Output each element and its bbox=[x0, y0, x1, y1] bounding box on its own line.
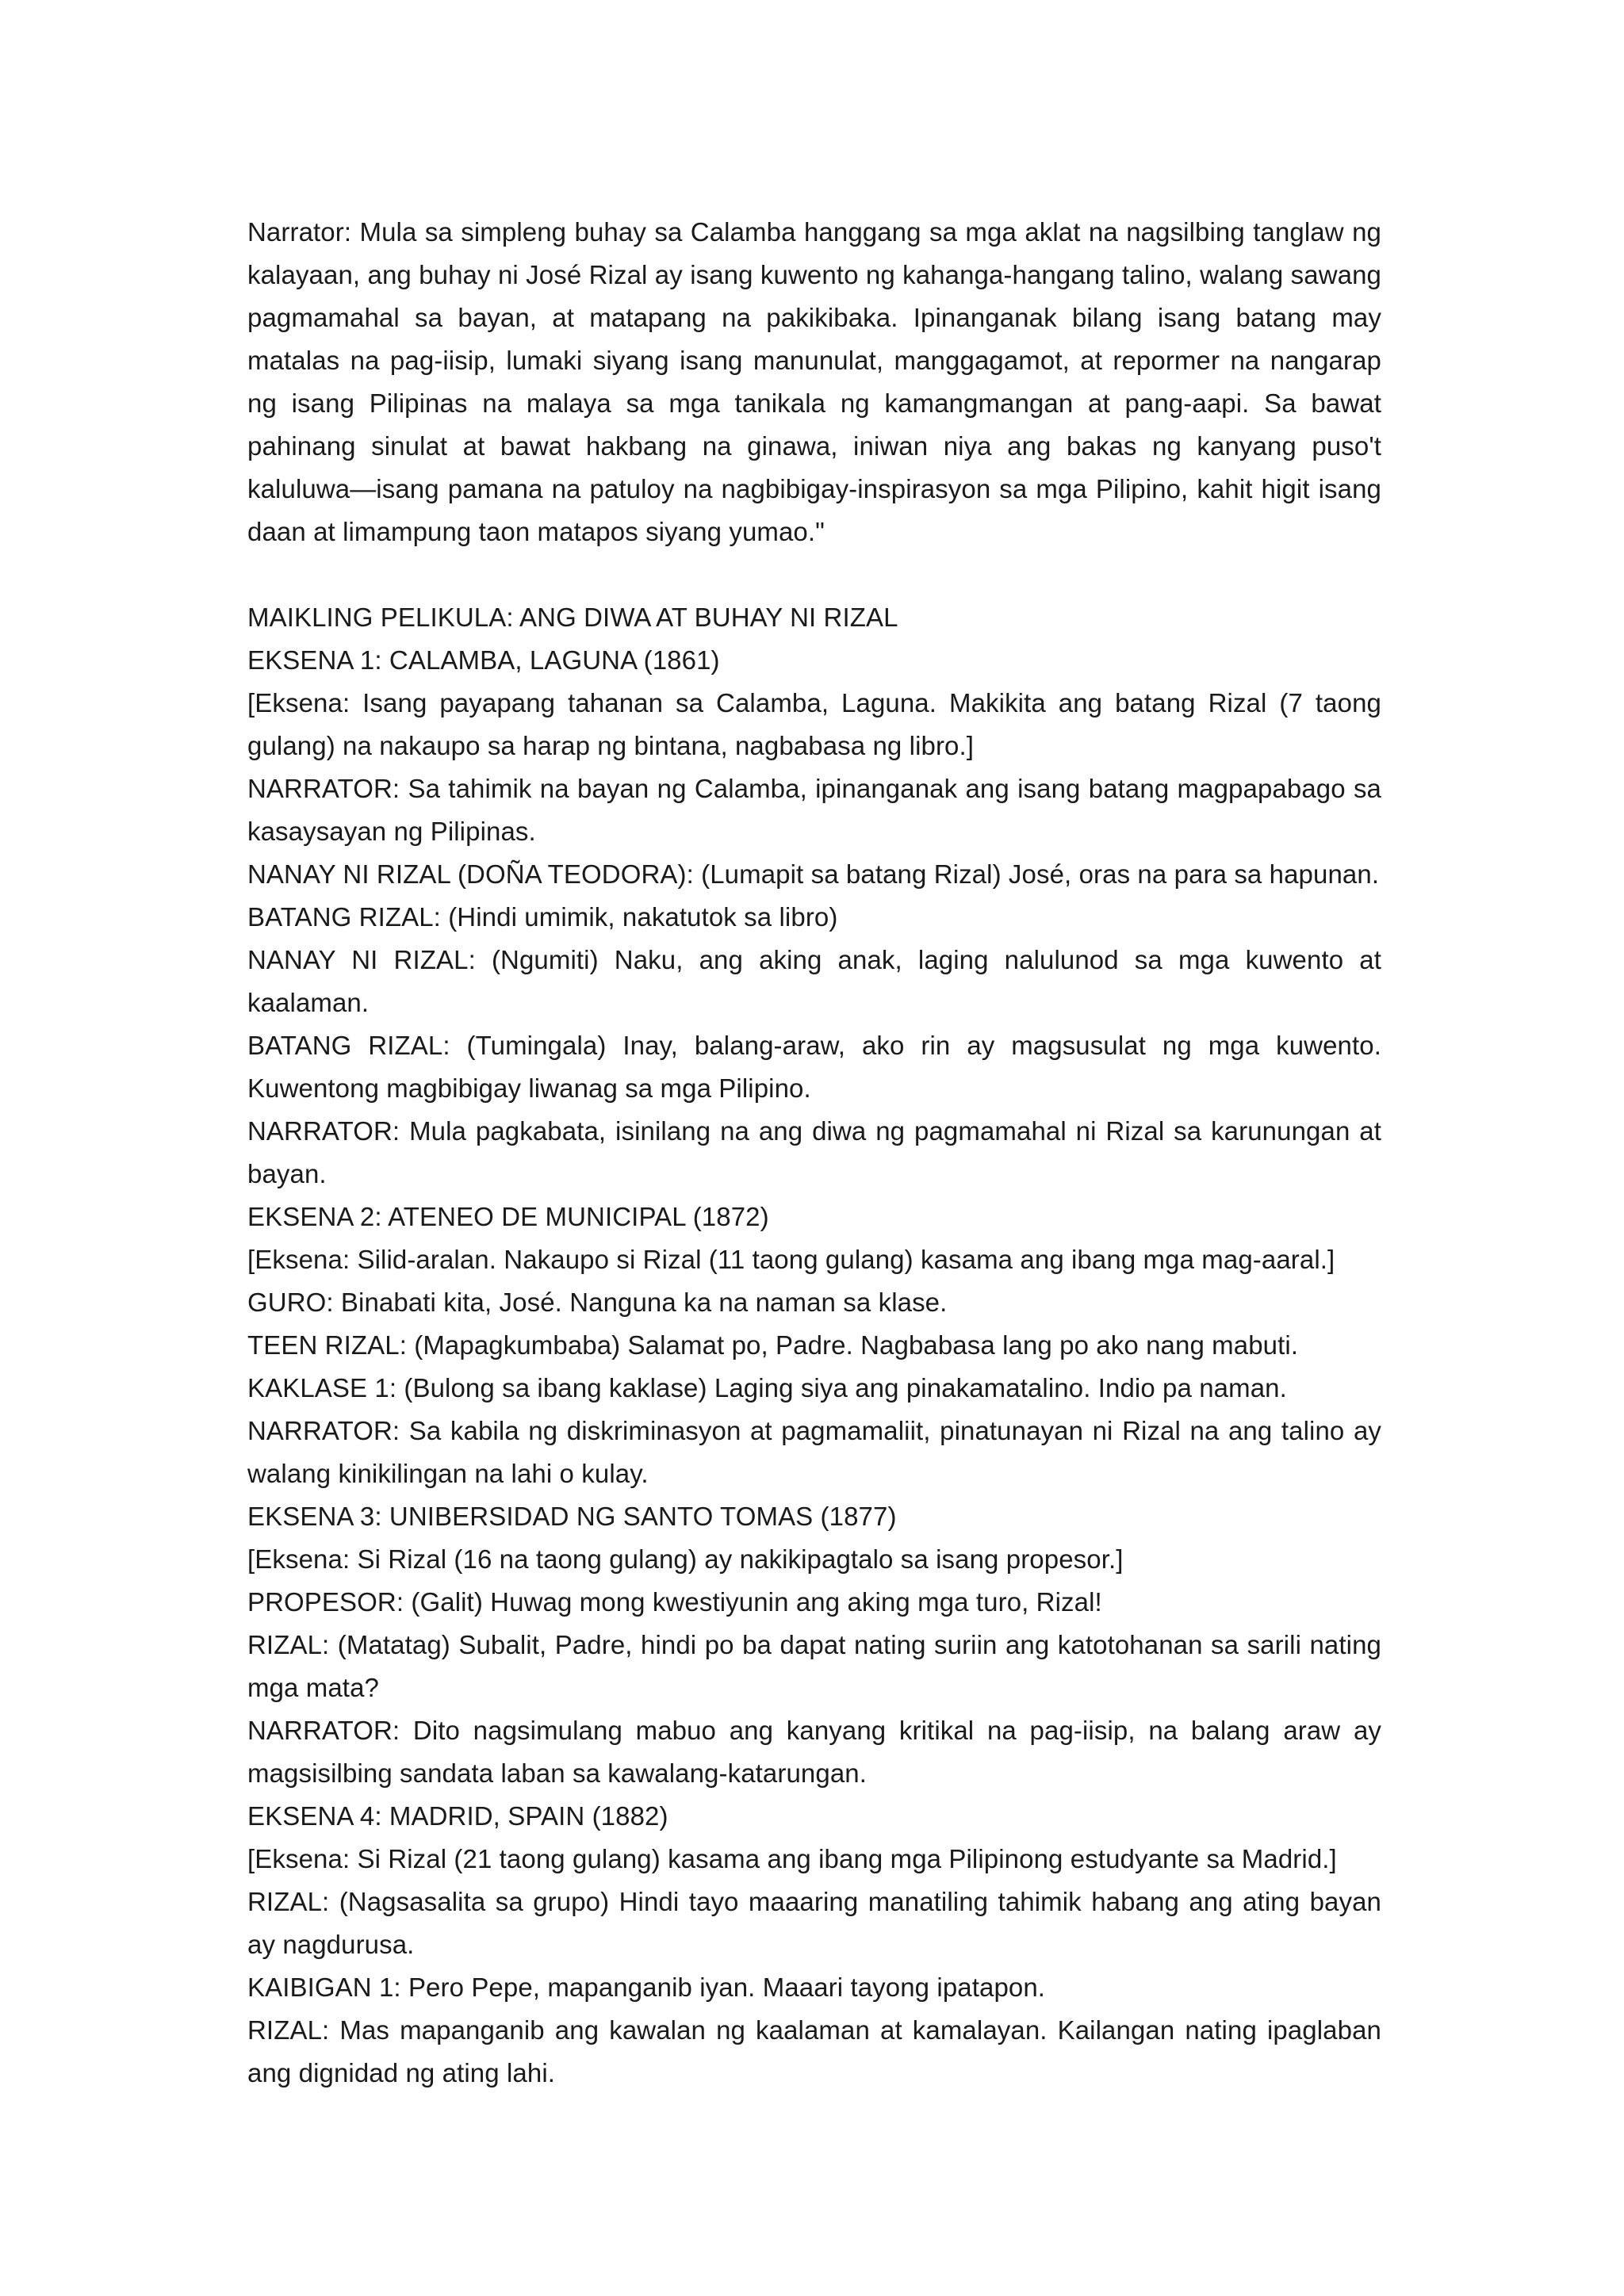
dialogue-line: TEEN RIZAL: (Mapagkumbaba) Salamat po, Padre. Nagbabasa lang po ako nang mabuti. bbox=[247, 1330, 1299, 1360]
stage-direction: [Eksena: Si Rizal (16 na taong gulang) ay nakikipagtalo sa isang propesor.] bbox=[247, 1544, 1124, 1574]
stage-direction: [Eksena: Silid-aralan. Nakaupo si Rizal (11 taong gulang) kasama ang ibang mga mag-aaral.] bbox=[247, 1245, 1335, 1274]
dialogue-line: NARRATOR: Sa kabila ng diskriminasyon at pagmamaliit, pinatunayan ni Rizal na ang talino ay walang kinikilingan na lahi o kulay. bbox=[247, 1416, 1381, 1488]
dialogue-line: KAIBIGAN 1: Pero Pepe, mapanganib iyan. Maaari tayong ipatapon. bbox=[247, 1973, 1046, 2002]
dialogue-line: NARRATOR: Mula pagkabata, isinilang na ang diwa ng pagmamahal ni Rizal sa karunungan at bayan. bbox=[247, 1116, 1381, 1188]
dialogue-line: GURO: Binabati kita, José. Nanguna ka na naman sa klase. bbox=[247, 1288, 948, 1317]
dialogue-line: NANAY NI RIZAL: (Ngumiti) Naku, ang aking anak, laging nalulunod sa mga kuwento at kaalaman. bbox=[247, 945, 1381, 1017]
paragraph-spacer bbox=[247, 553, 1381, 596]
dialogue-line: NARRATOR: Sa tahimik na bayan ng Calamba, ipinanganak ang isang batang magpapabago sa kasaysayan ng Pilipinas. bbox=[247, 774, 1381, 846]
dialogue-line: BATANG RIZAL: (Hindi umimik, nakatutok sa libro) bbox=[247, 902, 838, 932]
dialogue-line: RIZAL: Mas mapanganib ang kawalan ng kaalaman at kamalayan. Kailangan nating ipaglaban ang dignidad ng ating lahi. bbox=[247, 2015, 1381, 2087]
stage-direction: [Eksena: Isang payapang tahanan sa Calamba, Laguna. Makikita ang batang Rizal (7 taong gulang) na nakaupo sa harap ng bintana, nagbabasa ng libro.] bbox=[247, 688, 1381, 760]
scene-heading: EKSENA 3: UNIBERSIDAD NG SANTO TOMAS (1877) bbox=[247, 1502, 897, 1531]
stage-direction: [Eksena: Si Rizal (21 taong gulang) kasama ang ibang mga Pilipinong estudyante sa Madrid.] bbox=[247, 1844, 1337, 1873]
document-page bbox=[247, 211, 1381, 2095]
narrator-intro-paragraph: Narrator: Mula sa simpleng buhay sa Calamba hanggang sa mga aklat na nagsilbing tanglaw ng kalayaan, ang buhay ni José Rizal ay isang kuwento ng kahanga-hangang talino, walang sawang pagmamahal sa bayan, at matapang na pakikibaka. Ipinanganak bilang isang batang may matalas na pag-iisip, lumaki siyang isang manunulat, manggagamot, at repormer na nangarap ng isang Pilipinas na malaya sa mga tanikala ng kamangmangan at pang-aapi. Sa bawat pahinang sinulat at bawat hakbang na ginawa, iniwan niya ang bakas ng kanyang puso't kaluluwa—isang pamana na patuloy na nagbibigay-inspirasyon sa mga Pilipino, kahit higit isang daan at limampung taon matapos siyang yumao." bbox=[247, 217, 1381, 546]
dialogue-line: PROPESOR: (Galit) Huwag mong kwestiyunin ang aking mga turo, Rizal! bbox=[247, 1587, 1102, 1617]
scene-heading: EKSENA 4: MADRID, SPAIN (1882) bbox=[247, 1801, 668, 1831]
dialogue-line: NARRATOR: Dito nagsimulang mabuo ang kanyang kritikal na pag-iisip, na balang araw ay magsisilbing sandata laban sa kawalang-katarungan. bbox=[247, 1716, 1381, 1788]
scene-heading: EKSENA 2: ATENEO DE MUNICIPAL (1872) bbox=[247, 1202, 769, 1231]
dialogue-line: RIZAL: (Nagsasalita sa grupo) Hindi tayo maaaring manatiling tahimik habang ang ating bayan ay nagdurusa. bbox=[247, 1887, 1381, 1959]
dialogue-line: NANAY NI RIZAL (DOÑA TEODORA): (Lumapit sa batang Rizal) José, oras na para sa hapunan. bbox=[247, 859, 1380, 889]
film-title: MAIKLING PELIKULA: ANG DIWA AT BUHAY NI RIZAL bbox=[247, 603, 898, 632]
scene-heading: EKSENA 1: CALAMBA, LAGUNA (1861) bbox=[247, 645, 720, 675]
dialogue-line: KAKLASE 1: (Bulong sa ibang kaklase) Laging siya ang pinakamatalino. Indio pa naman. bbox=[247, 1373, 1287, 1402]
dialogue-line: BATANG RIZAL: (Tumingala) Inay, balang-araw, ako rin ay magsusulat ng mga kuwento. Kuwentong magbibigay liwanag sa mga Pilipino. bbox=[247, 1031, 1381, 1103]
dialogue-line: RIZAL: (Matatag) Subalit, Padre, hindi po ba dapat nating suriin ang katotohanan sa sarili nating mga mata? bbox=[247, 1630, 1381, 1702]
